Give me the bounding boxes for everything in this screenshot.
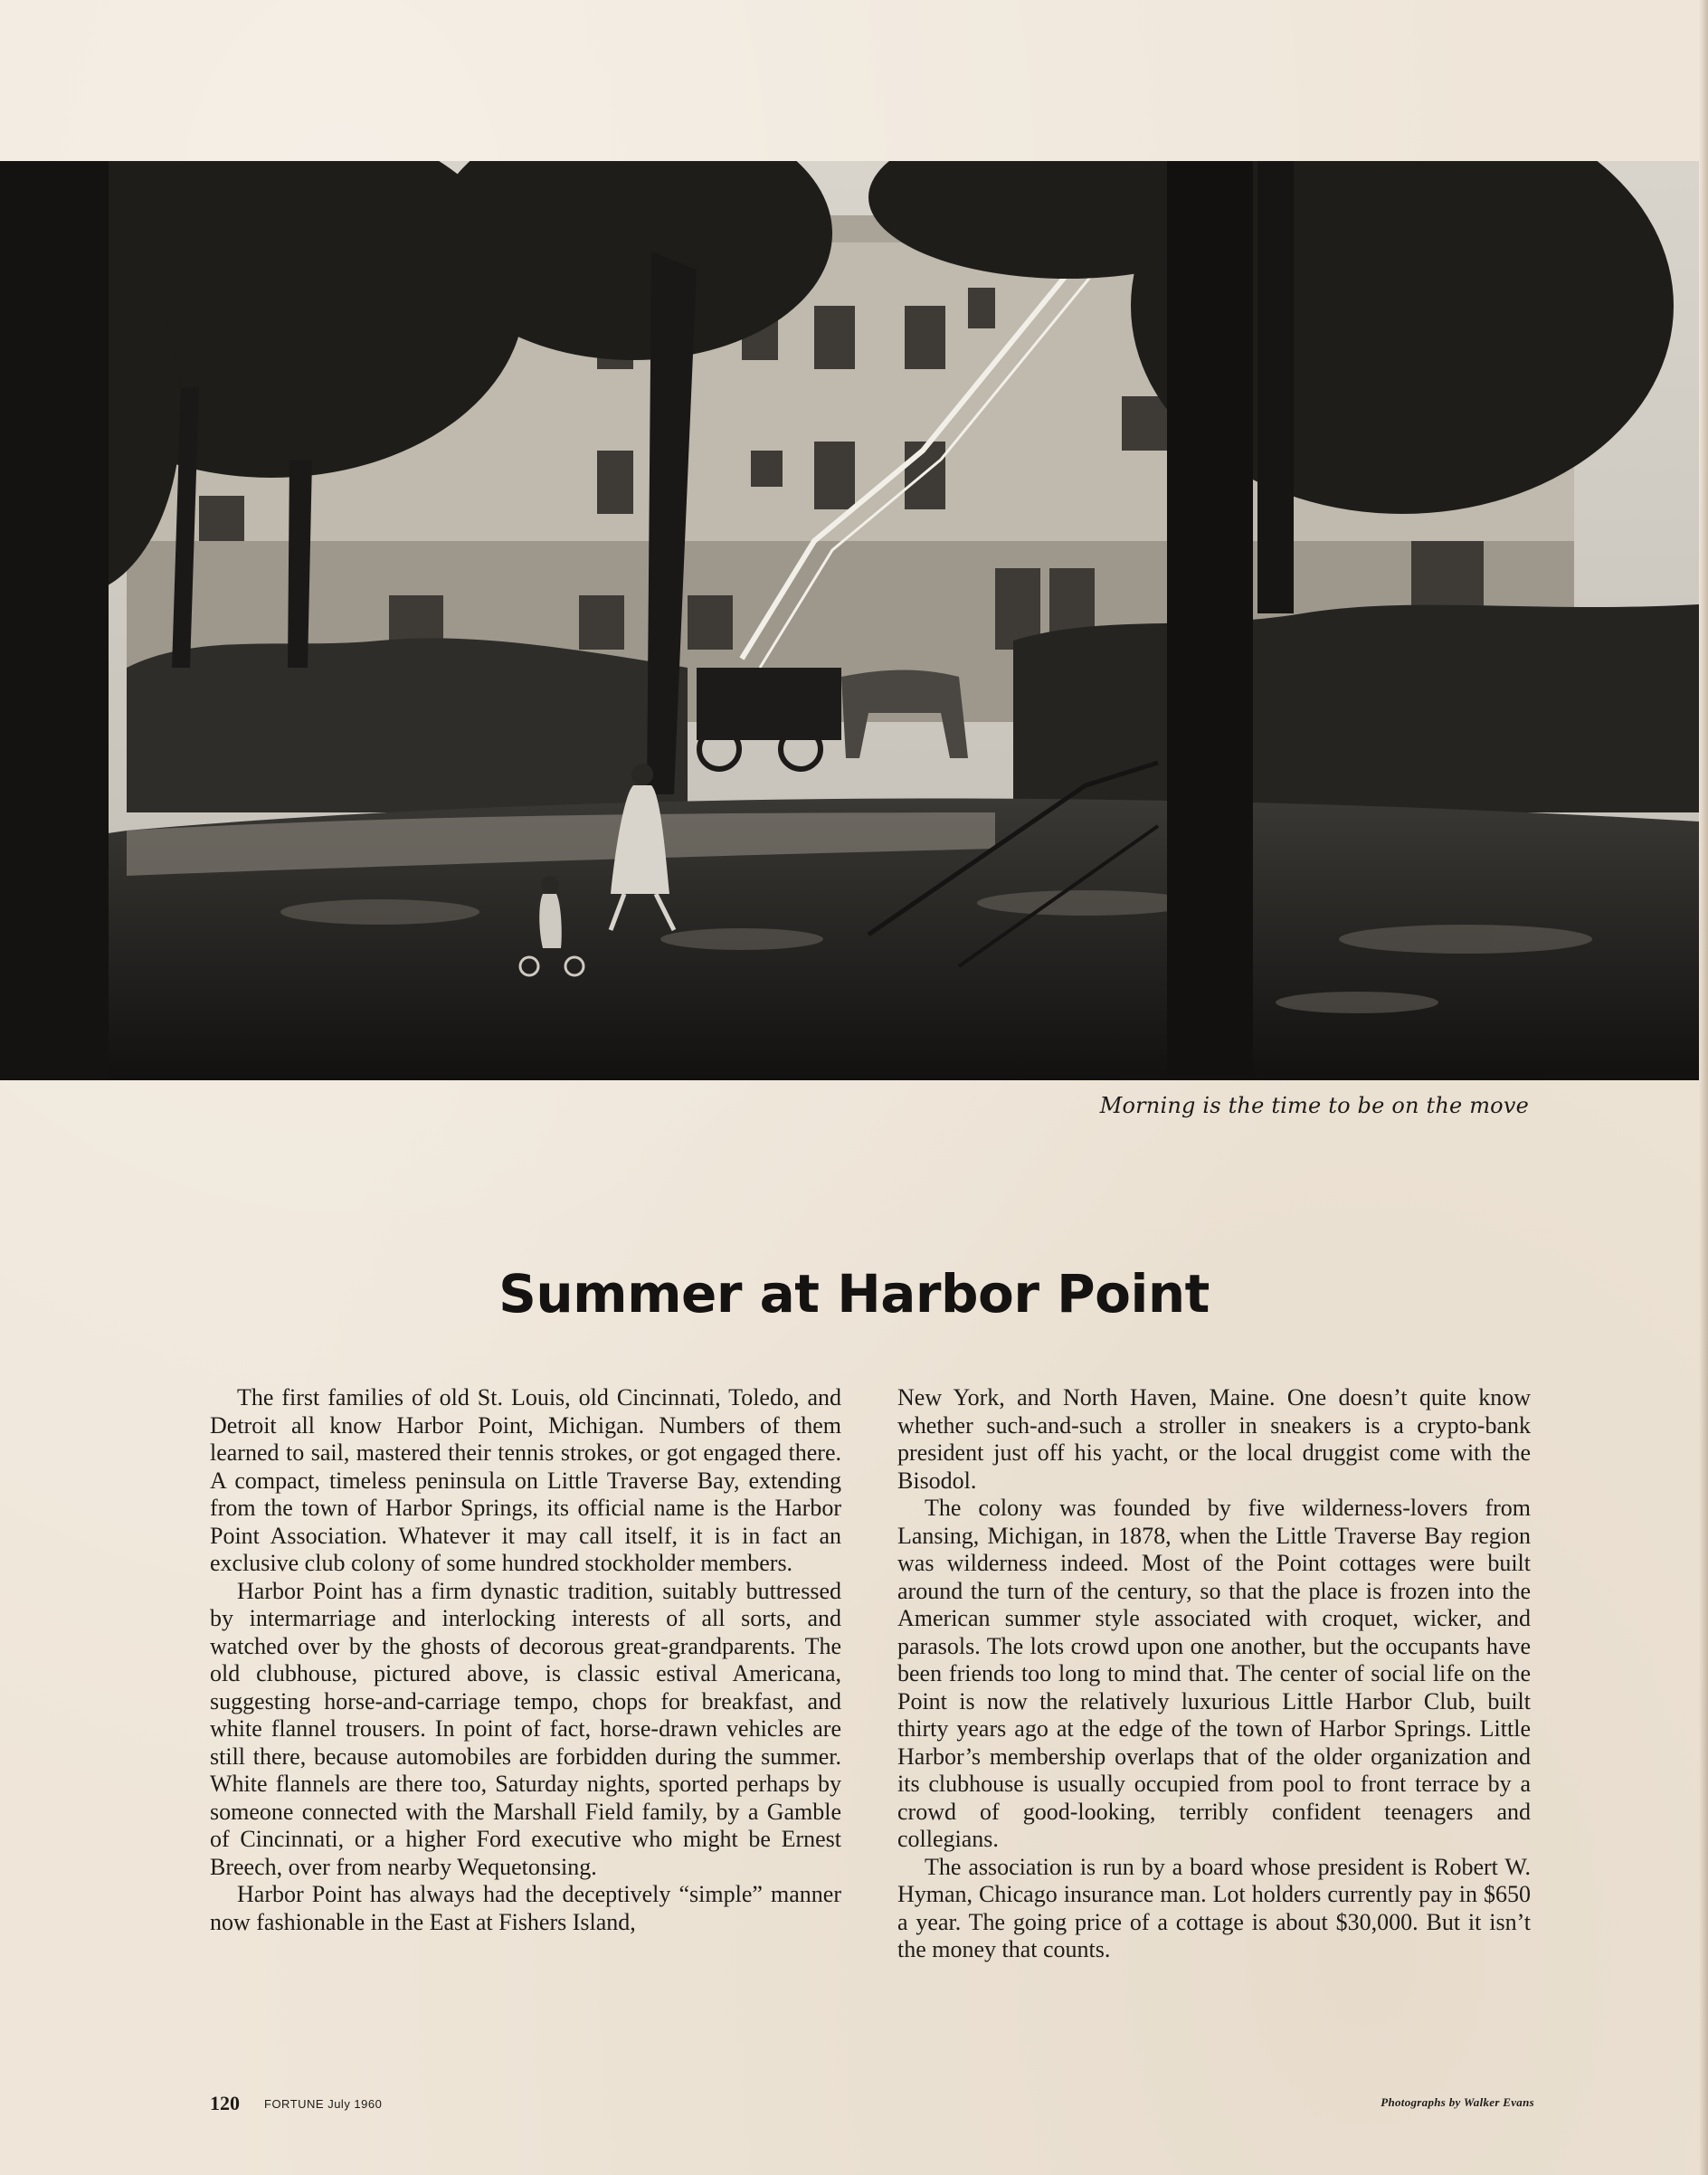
clubhouse-photo [0, 161, 1699, 1080]
page-edge [1699, 0, 1708, 2175]
article-column-right [897, 1384, 1531, 1964]
page-number: 120 [210, 2092, 240, 2114]
paragraph: The colony was founded by five wilderness-lovers from Lansing, Michigan, in 1878, when the Little Traverse Bay region was wilderness indeed. Most of the Point cottages were built around the turn of the century, so that the place is frozen into the American summer style associated with croquet, wicker, and parasols. The lots crowd upon one another, but the occupants have been friends too long to mind that. The center of social life on the Point is now the relatively luxurious Little Harbor Club, built thirty years ago at the edge of the town of Harbor Springs. Little Harbor’s membership overlaps that of the older organization and its clubhouse is usually occupied from pool to front terrace by a crowd of good-looking, terribly confident teenagers and collegians. [897, 1495, 1531, 1852]
magazine-issue: FORTUNE July 1960 [264, 2097, 383, 2111]
paragraph: The association is run by a board whose president is Robert W. Hyman, Chicago insurance man. Lot holders currently pay in $650 a year. The going price of a cottage is about $30,000. But it isn’t the money that counts. [897, 1853, 1531, 1962]
paragraph: Harbor Point has always had the deceptively “simple” manner now fashionable in the East at Fishers Island, [210, 1881, 841, 1935]
photo-caption: Morning is the time to be on the move [1099, 1093, 1529, 1118]
article-headline: Summer at Harbor Point [498, 1263, 1210, 1325]
paragraph: New York, and North Haven, Maine. One doesn’t quite know whether such-and-such a stroller in sneakers is a crypto-bank president just off his yacht, or the local druggist come with the Bisodol. [897, 1384, 1531, 1494]
paragraph: Harbor Point has a firm dynastic tradition, suitably buttressed by intermarriage and interlocking interests of all sorts, and watched over by the ghosts of decorous great-grandparents. The old clubhouse, pictured above, is classic estival Americana, suggesting horse-and-carriage tempo, chops for breakfast, and white flannel trousers. In point of fact, horse-drawn vehicles are still there, because automobiles are forbidden during the summer. White flannels are there too, Saturday nights, sported perhaps by someone connected with the Marshall Field family, by a Gamble of Cincinnati, or a higher Ford executive who might be Ernest Breech, over from nearby Wequetonsing. [210, 1577, 841, 1880]
photo-credit: Photographs by Walker Evans [1381, 2095, 1534, 2109]
article-column-left [210, 1384, 841, 1936]
paragraph: The first families of old St. Louis, old Cincinnati, Toledo, and Detroit all know Harbor Point, Michigan. Numbers of them learned to sail, mastered their tennis strokes, or got engaged there. A compact, timeless peninsula on Little Traverse Bay, extending from the town of Harbor Springs, its official name is the Harbor Point Association. Whatever it may call itself, it is in fact an exclusive club colony of some hundred stockholder members. [210, 1384, 841, 1576]
photo-illustration [0, 161, 1699, 1080]
